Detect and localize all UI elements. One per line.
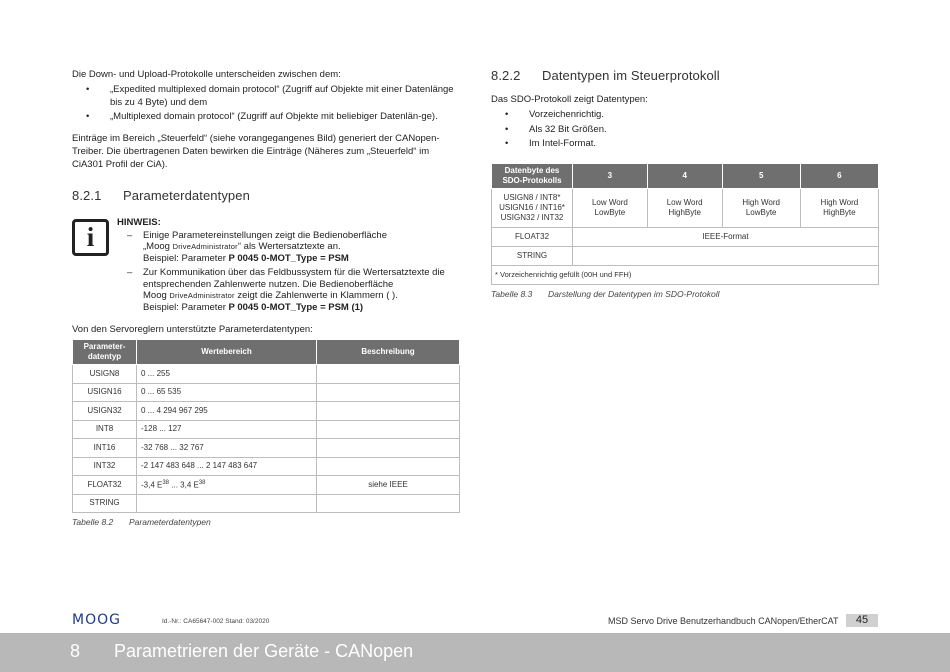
sdo-datatypes-table (491, 163, 879, 285)
left-column (72, 68, 460, 527)
empty-cell (573, 246, 879, 265)
product-name: DriveAdministrator (169, 291, 235, 300)
type-cell: STRING (492, 246, 573, 265)
heading-number: 8.2.2 (491, 68, 521, 83)
range-cell: -32 768 ... 32 767 (137, 439, 317, 458)
heading-text: Parameterdatentypen (123, 187, 250, 203)
list-item: • „Multiplexed domain protocol“ (Zugriff auf Objekte mit beliebiger Datenlän-ge). (72, 111, 460, 124)
list-item: • „Expedited multiplexed domain protocol“ (Zugriff auf Objekte mit einer Datenlänge bis zu 4 Byte) und dem (72, 84, 460, 109)
table-row (73, 439, 460, 458)
heading-text: Datentypen im Steuerprotokoll (542, 68, 720, 83)
byte-text: HighByte (668, 207, 701, 217)
byte-cell (573, 188, 648, 227)
notice-text: Beispiel: Parameter (143, 252, 229, 264)
column-header: Parameter-datentyp (73, 340, 137, 365)
type-cell: FLOAT32 (73, 476, 137, 495)
chapter-title: Parametrieren der Geräte - CANopen (114, 641, 414, 661)
caption-text: Darstellung der Datentypen im SDO-Protokoll (548, 288, 720, 299)
description-cell (317, 383, 460, 402)
byte-cell (800, 188, 878, 227)
description-cell (317, 457, 460, 476)
description-cell (317, 402, 460, 421)
product-name: DriveAdministrator (172, 242, 238, 251)
range-cell: 0 ... 255 (137, 365, 317, 384)
example-parameter: P 0045 0-MOT_Type = PSM (228, 252, 349, 264)
range-text: ... 3,4 E (169, 481, 199, 491)
type-text: USIGN32 / INT32 (500, 212, 564, 222)
notice-text: zeigt die Zahlenwerte in Klammern ( ). (234, 290, 398, 301)
byte-text: High Word (742, 197, 780, 207)
column-header: 3 (573, 163, 648, 188)
moog-logo: MOOG (72, 612, 121, 628)
table-row (492, 227, 879, 246)
description-cell (317, 420, 460, 439)
table-row (73, 365, 460, 384)
column-header: Wertebereich (137, 340, 317, 365)
list-item: • Vorzeichenrichtig. (491, 109, 879, 122)
table-caption (491, 289, 879, 299)
sdo-list (491, 109, 879, 151)
caption-number: Tabelle 8.2 (72, 517, 114, 527)
byte-text: Low Word (666, 197, 703, 207)
type-cell: USIGN16 (73, 383, 137, 402)
protocol-intro: Die Down- und Upload-Protokolle unterscheiden zwischen dem: (72, 69, 341, 80)
section-heading-8-2-1 (72, 188, 460, 203)
byte-text: LowByte (594, 207, 626, 217)
range-cell: -128 ... 127 (137, 420, 317, 439)
byte-text: LowByte (745, 207, 777, 217)
type-cell: STRING (73, 494, 137, 513)
heading-number: 8.2.1 (72, 187, 102, 203)
notice-item (117, 230, 460, 265)
range-cell (137, 476, 317, 495)
column-header: Beschreibung (317, 340, 460, 365)
column-header: 5 (722, 163, 800, 188)
table-row (492, 246, 879, 265)
column-header: 6 (800, 163, 878, 188)
document-id: Id.-Nr.: CA65647-002 Stand: 03/2020 (162, 618, 270, 625)
caption-number: Tabelle 8.3 (491, 288, 533, 299)
section-heading-8-2-2 (491, 68, 879, 83)
list-item: • Im Intel-Format. (491, 138, 879, 151)
table-row (73, 494, 460, 513)
type-text: USIGN16 / INT16* (499, 202, 565, 212)
notice-item (117, 267, 460, 313)
info-icon: i (72, 219, 109, 256)
exponent: 38 (198, 480, 206, 487)
description-cell: siehe IEEE (317, 476, 460, 495)
table-row (492, 188, 879, 227)
notice-text: Einige Parametereinstellungen zeigt die Bedienoberfläche (143, 229, 387, 241)
exponent: 38 (162, 480, 170, 487)
table-caption (72, 517, 460, 527)
range-cell: 0 ... 4 294 967 295 (137, 402, 317, 421)
description-cell (317, 494, 460, 513)
range-cell (137, 494, 317, 513)
type-cell: USIGN32 (73, 402, 137, 421)
notice-box (72, 217, 460, 314)
page-number: 45 (846, 614, 878, 627)
type-cell: USIGN8 (73, 365, 137, 384)
notice-title: HINWEIS: (117, 216, 161, 228)
caption-text: Parameterdatentypen (129, 517, 211, 527)
right-column (491, 68, 879, 299)
notice-text: “ als Wertersatztexte an. (237, 241, 341, 252)
sdo-intro: Das SDO-Protokoll zeigt Datentypen: (491, 94, 648, 105)
type-cell: INT16 (73, 439, 137, 458)
byte-text: Low Word (591, 197, 628, 207)
document-title: MSD Servo Drive Benutzerhandbuch CANopen/EtherCAT (608, 616, 839, 626)
byte-cell (647, 188, 722, 227)
type-cell: INT8 (73, 420, 137, 439)
type-cell (492, 188, 573, 227)
table-row (73, 457, 460, 476)
table-row (73, 383, 460, 402)
notice-body (117, 217, 460, 314)
example-parameter: P 0045 0-MOT_Type = PSM (1) (228, 301, 364, 313)
chapter-footer-bar (0, 633, 950, 672)
column-header: 4 (647, 163, 722, 188)
description-cell (317, 365, 460, 384)
steuerfeld-paragraph: Einträge im Bereich „Steuerfeld“ (siehe vorangegangenes Bild) generiert der CANopen-Treiber. Die übertragenen Daten bewirken die Einträge (Näheres zum „Steuerfeld“ im CiA301 Profil der CiA). (72, 132, 440, 170)
byte-text: High Word (820, 197, 859, 207)
type-text: USIGN8 / INT8* (503, 192, 561, 202)
range-cell: 0 ... 65 535 (137, 383, 317, 402)
footnote-cell: * Vorzeichenrichtig gefüllt (00H und FFH) (492, 265, 879, 284)
type-cell: INT32 (73, 457, 137, 476)
table-row (73, 402, 460, 421)
protocol-list (72, 84, 460, 124)
table-row (73, 420, 460, 439)
type-cell: FLOAT32 (492, 227, 573, 246)
column-header: Datenbyte des SDO-Protokolls (492, 163, 573, 188)
notice-text: Moog (143, 290, 170, 301)
byte-text: HighByte (823, 207, 856, 217)
range-cell: -2 147 483 648 ... 2 147 483 647 (137, 457, 317, 476)
byte-cell (722, 188, 800, 227)
range-text: -3,4 E (141, 481, 163, 491)
chapter-number: 8 (70, 641, 81, 661)
table-intro: Von den Servoreglern unterstützte Parameterdatentypen: (72, 324, 313, 335)
table-row (73, 476, 460, 495)
parameter-datatypes-table (72, 339, 460, 513)
table-row (492, 265, 879, 284)
list-item: • Als 32 Bit Größen. (491, 124, 879, 137)
notice-text: „Moog (143, 241, 173, 252)
description-cell (317, 439, 460, 458)
format-cell: IEEE-Format (573, 227, 879, 246)
notice-text: Beispiel: Parameter (143, 301, 229, 313)
notice-text: Zur Kommunikation über das Feldbussystem für die Wertersatztexte die entsprechenden Zahlenwerte nutzen. Die Bedienoberfläche (143, 267, 445, 290)
